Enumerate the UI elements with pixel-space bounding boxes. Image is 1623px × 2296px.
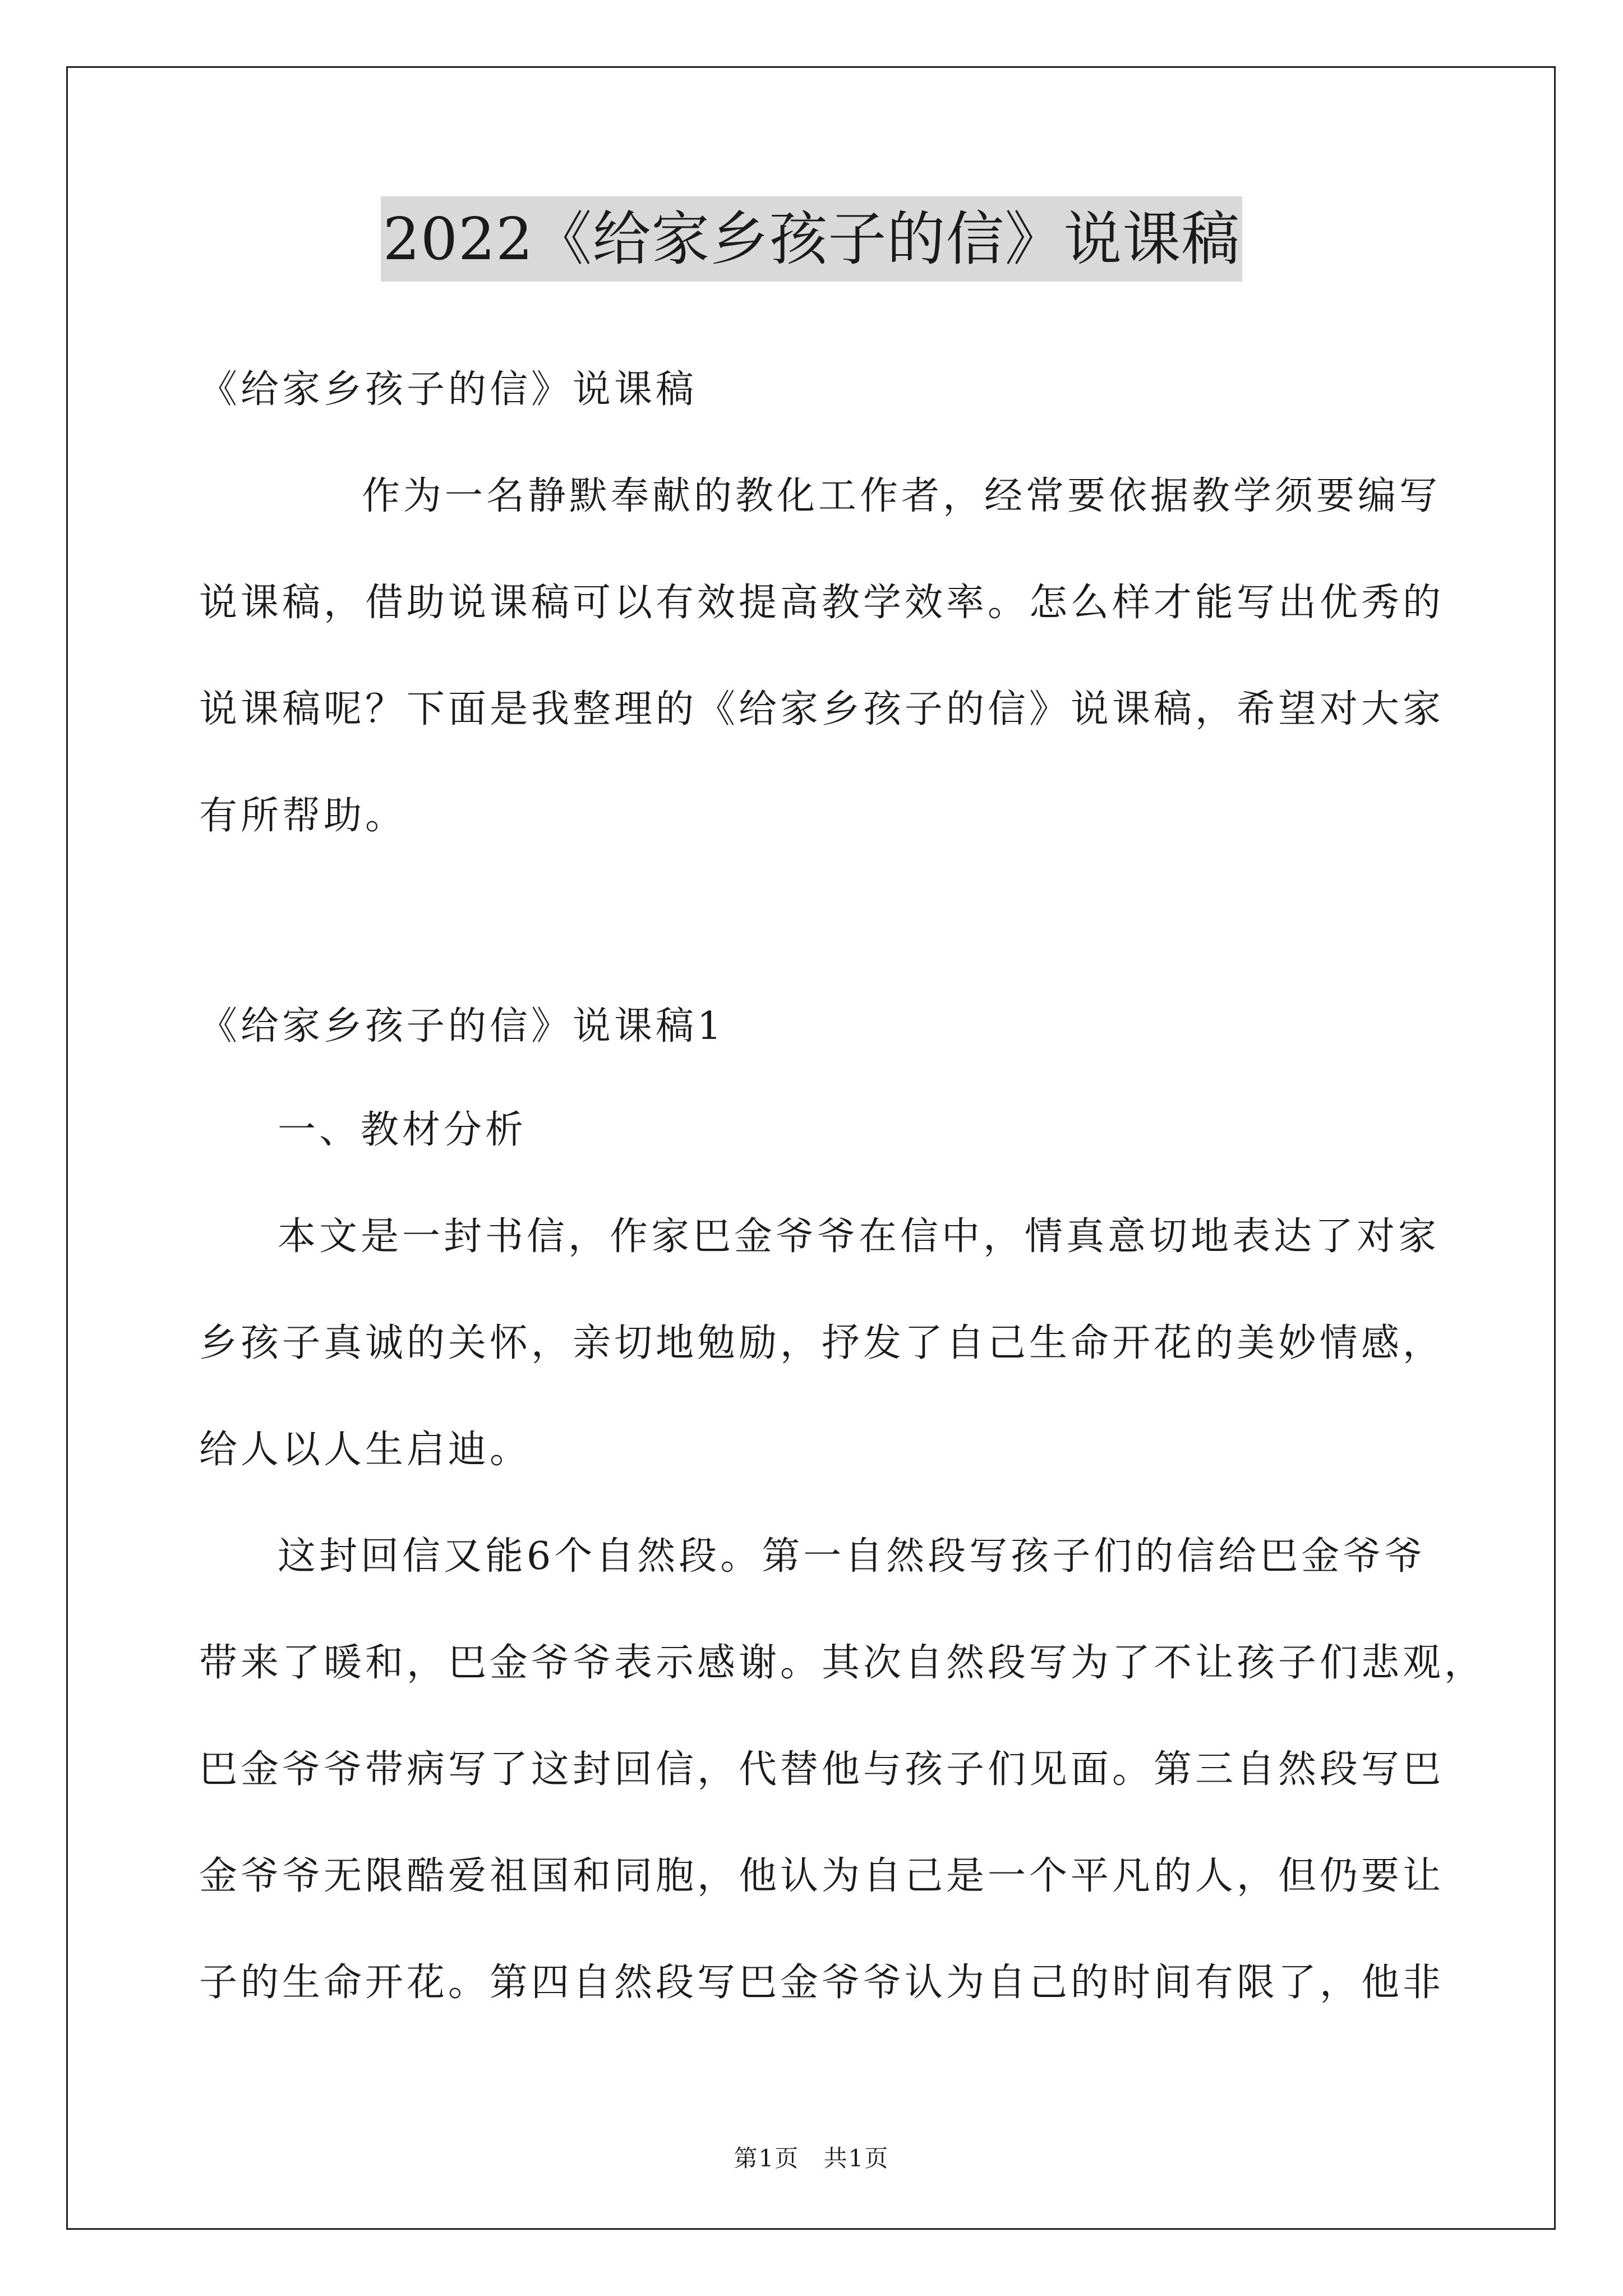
document-title: 2022《给家乡孩子的信》说课稿 bbox=[381, 196, 1243, 282]
page-total: 共1页 bbox=[823, 2145, 889, 2172]
paragraph-line: 巴金爷爷带病写了这封回信，代替他与孩子们见面。第三自然段写巴 bbox=[199, 1747, 1445, 1792]
paragraph-line: 有所帮助。 bbox=[199, 794, 407, 838]
paragraph-line: 这封回信又能6个自然段。第一自然段写孩子们的信给巴金爷爷 bbox=[278, 1534, 1426, 1579]
section-heading: 《给家乡孩子的信》说课稿1 bbox=[199, 1004, 725, 1048]
subsection-heading: 一、教材分析 bbox=[278, 1108, 527, 1152]
paragraph-line: 子的生命开花。第四自然段写巴金爷爷认为自己的时间有限了，他非 bbox=[199, 1961, 1445, 2005]
paragraph-line: 说课稿，借助说课稿可以有效提高教学效率。怎么样才能写出优秀的 bbox=[199, 581, 1445, 625]
page-footer bbox=[0, 2140, 1623, 2174]
paragraph-line: 给人以人生启迪。 bbox=[199, 1428, 532, 1472]
paragraph-line: 金爷爷无限酷爱祖国和同胞，他认为自己是一个平凡的人，但仍要让 bbox=[199, 1854, 1445, 1898]
page-number: 第1页 bbox=[734, 2145, 800, 2172]
doc-subtitle: 《给家乡孩子的信》说课稿 bbox=[199, 367, 698, 412]
paragraph-line: 本文是一封书信，作家巴金爷爷在信中，情真意切地表达了对家 bbox=[278, 1214, 1440, 1259]
paragraph-line: 带来了暖和，巴金爷爷表示感谢。其次自然段写为了不让孩子们悲观， bbox=[199, 1641, 1486, 1685]
paragraph-line: 说课稿呢？下面是我整理的《给家乡孩子的信》说课稿，希望对大家 bbox=[199, 687, 1445, 731]
paragraph-line: 作为一名静默奉献的教化工作者，经常要依据教学须要编写 bbox=[362, 474, 1441, 518]
title-container bbox=[0, 196, 1623, 282]
paragraph-line: 乡孩子真诚的关怀，亲切地勉励，抒发了自己生命开花的美妙情感， bbox=[199, 1321, 1445, 1365]
